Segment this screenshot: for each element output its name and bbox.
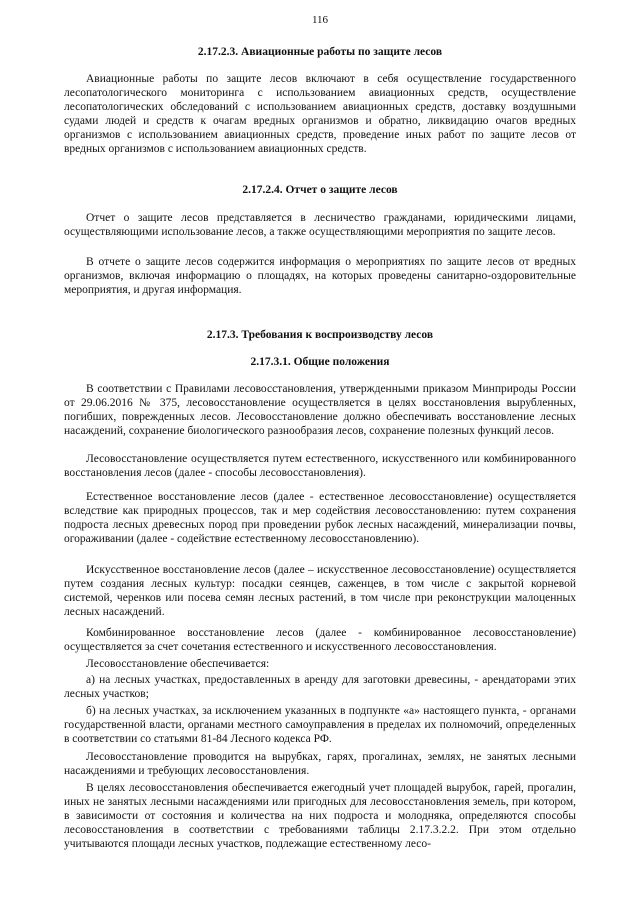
paragraph: Лесовосстановление обеспечивается: [86, 658, 270, 670]
paragraph: Естественное восстановление лесов (далее - естественное лесовосстановление) осуществляется вследствие как природных процессов, так и мер содействия лесовосстановлению: путем сохранения подроста лесных древесных пород при проведении рубок лесных насаждений, минерализации почвы, огораживании (далее - содействие естественному лесовосстановлению). [64, 491, 576, 545]
section-heading-protection-report: 2.17.2.4. Отчет о защите лесов [242, 184, 398, 196]
page-number: 116 [311, 14, 329, 26]
paragraph: В отчете о защите лесов содержится информация о мероприятиях по защите лесов от вредных организмов, включая информацию о площадях, на которых проведены санитарно-оздоровительные мероприятия, и другая информация. [64, 256, 576, 296]
paragraph: Лесовосстановление осуществляется путем естественного, искусственного или комбинированного восстановления лесов (далее - способы лесовосстановления). [64, 453, 576, 479]
paragraph: Лесовосстановление проводится на вырубках, гарях, прогалинах, землях, не занятых лесными насаждениями и требующих лесовосстановления. [64, 751, 576, 777]
paragraph: Авиационные работы по защите лесов включают в себя осуществление государственного лесопатологического мониторинга с использованием авиационных средств, осуществление лесопатологических обследований с использованием авиационных средств, доставку воздушными судами людей и средств к очагам вредных организмов и обратно, ликвидацию очагов вредных организмов с использованием авиационных средств, проведение иных работ по защите лесов от вредных организмов с использованием авиационных средств. [64, 73, 576, 155]
list-item-b: б) на лесных участках, за исключением указанных в подпункте «а» настоящего пункта, - органами государственной власти, органами местного самоуправления в пределах их полномочий, определенных в соответствии со статьями 81-84 Лесного кодекса РФ. [64, 705, 576, 745]
paragraph: Искусственное восстановление лесов (далее – искусственное лесовосстановление) осуществляется путем создания лесных культур: посадки сеянцев, саженцев, в том числе с закрытой корневой системой, черенков или посева семян лесных растений, в том числе при реконструкции малоценных лесных насаждений. [64, 564, 576, 618]
section-heading-general-provisions: 2.17.3.1. Общие положения [250, 356, 390, 368]
paragraph: В соответствии с Правилами лесовосстановления, утвержденными приказом Минприроды России от 29.06.2016 № 375, лесовосстановление осуществляется в целях восстановления вырубленных, погибших, поврежденных лесов. Лесовосстановление должно обеспечивать восстановление лесных насаждений, сохранение биологического разнообразия лесов, сохранение полезных функций лесов. [64, 383, 576, 437]
paragraph: Комбинированное восстановление лесов (далее - комбинированное лесовосстановление) осуществляется за счет сочетания естественного и искусственного лесовосстановления. [64, 627, 576, 653]
list-item-a: а) на лесных участках, предоставленных в аренду для заготовки древесины, - арендаторами этих лесных участков; [64, 674, 576, 700]
section-heading-aviation-works: 2.17.2.3. Авиационные работы по защите лесов [197, 46, 443, 58]
paragraph: Отчет о защите лесов представляется в лесничество гражданами, юридическими лицами, осуществляющими использование лесов, а также осуществляющими мероприятия по защите лесов. [64, 212, 576, 238]
paragraph: В целях лесовосстановления обеспечивается ежегодный учет площадей вырубок, гарей, прогалин, иных не занятых лесными насаждениями или пригодных для лесовосстановления земель, при котором, в зависимости от состояния и количества на них подроста и молодняка, определяются способы лесовосстановления в соответствии с требованиями таблицы 2.17.3.2.2. При этом отдельно учитываются площади лесных участков, подлежащие естественному лесо- [64, 782, 576, 850]
section-heading-reproduction-requirements: 2.17.3. Требования к воспроизводству лесов [206, 329, 434, 341]
